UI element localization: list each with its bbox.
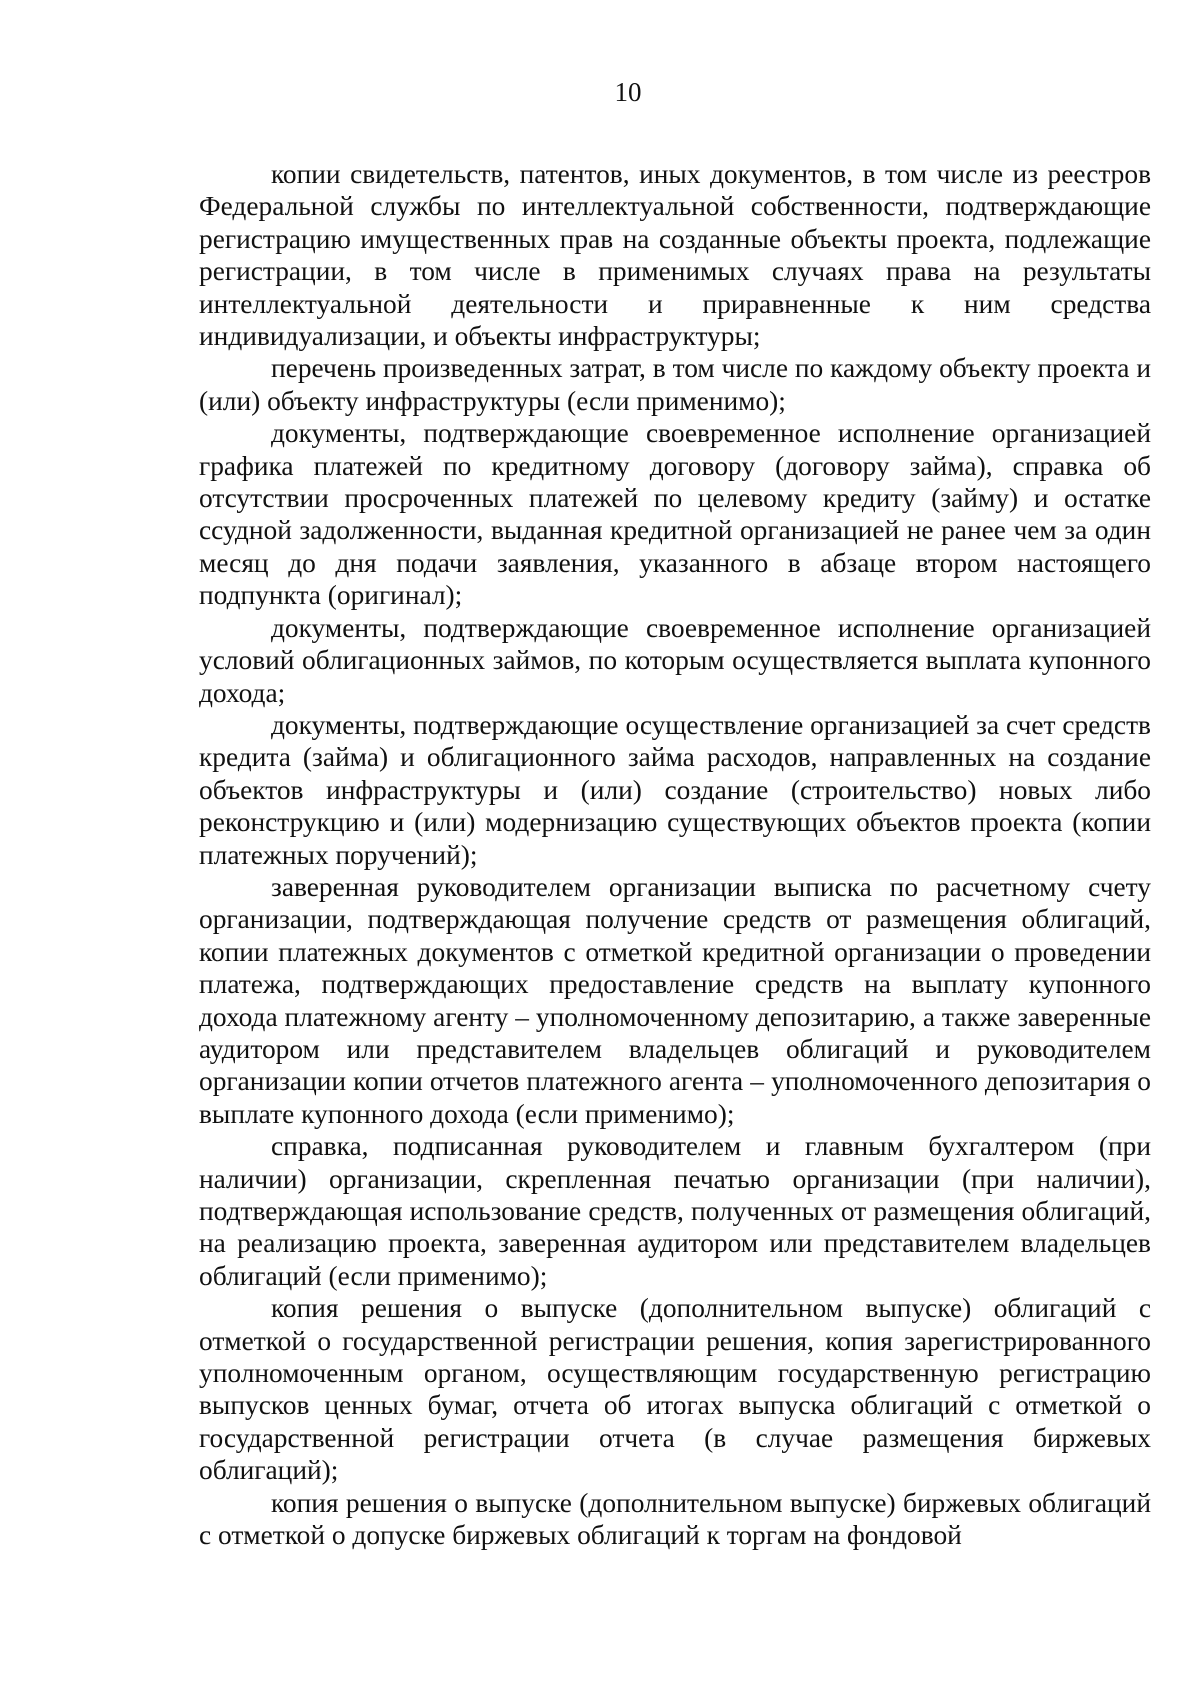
paragraph-exchange-bonds-decision: копия решения о выпуске (дополнительном выпуске) биржевых облигаций с отметкой о допуске биржевых облигаций к торгам на фондовой (199, 1487, 1151, 1551)
paragraph-patent-copies: копии свидетельств, патентов, иных документов, в том числе из реестров Федеральной службы по интеллектуальной собственности, подтверждающие регистрацию имущественных прав на созданные объекты проекта, подлежащие регистрации, в том числе в применимых случаях права на результаты интеллектуальной деятельности и приравненные к ним средства индивидуализации, и объекты инфраструктуры; (199, 159, 1151, 352)
page-number: 10 (614, 77, 642, 107)
paragraph-expense-documents: документы, подтверждающие осуществление организацией за счет средств кредита (займа) и облигационного займа расходов, направленных на создание объектов инфраструктуры и (или) создание (строительство) новых либо реконструкцию и (или) модернизацию существующих объектов проекта (копии платежных поручений); (199, 709, 1151, 870)
paragraph-bond-conditions: документы, подтверждающие своевременное исполнение организацией условий облигационных займов, по которым осуществляется выплата купонного дохода; (199, 612, 1151, 708)
paragraph-issue-decision: копия решения о выпуске (дополнительном выпуске) облигаций с отметкой о государственной регистрации решения, копия зарегистрированного уполномоченным органом, осуществляющим государственную регистрацию выпусков ценных бумаг, отчета об итогах выпуска облигаций с отметкой о государственной регистрации отчета (в случае размещения биржевых облигаций); (199, 1293, 1151, 1486)
paragraph-account-statement: заверенная руководителем организации выписка по расчетному счету организации, подтверждающая получение средств от размещения облигаций, копии платежных документов с отметкой кредитной организации о проведении платежа, подтверждающих предоставление средств на выплату купонного дохода платежному агенту – уполномоченному депозитарию, а также заверенные аудитором или представителем владельцев облигаций и руководителем организации копии отчетов платежного агента – уполномоченного депозитария о выплате купонного дохода (если применимо); (199, 871, 1151, 1129)
document-body (199, 158, 1151, 1551)
paragraph-loan-payments: документы, подтверждающие своевременное исполнение организацией графика платежей по кредитному договору (договору займа), справка об отсутствии просроченных платежей по целевому кредиту (займу) и остатке ссудной задолженности, выданная кредитной организацией не ранее чем за один месяц до дня подачи заявления, указанного в абзаце втором настоящего подпункта (оригинал); (199, 418, 1151, 611)
paragraph-costs-list: перечень произведенных затрат, в том числе по каждому объекту проекта и (или) объекту инфраструктуры (если применимо); (199, 353, 1151, 416)
paragraph-usage-certificate: справка, подписанная руководителем и главным бухгалтером (при наличии) организации, скрепленная печатью организации (при наличии), подтверждающая использование средств, полученных от размещения облигаций, на реализацию проекта, заверенная аудитором или представителем владельцев облигаций (если применимо); (199, 1131, 1151, 1291)
